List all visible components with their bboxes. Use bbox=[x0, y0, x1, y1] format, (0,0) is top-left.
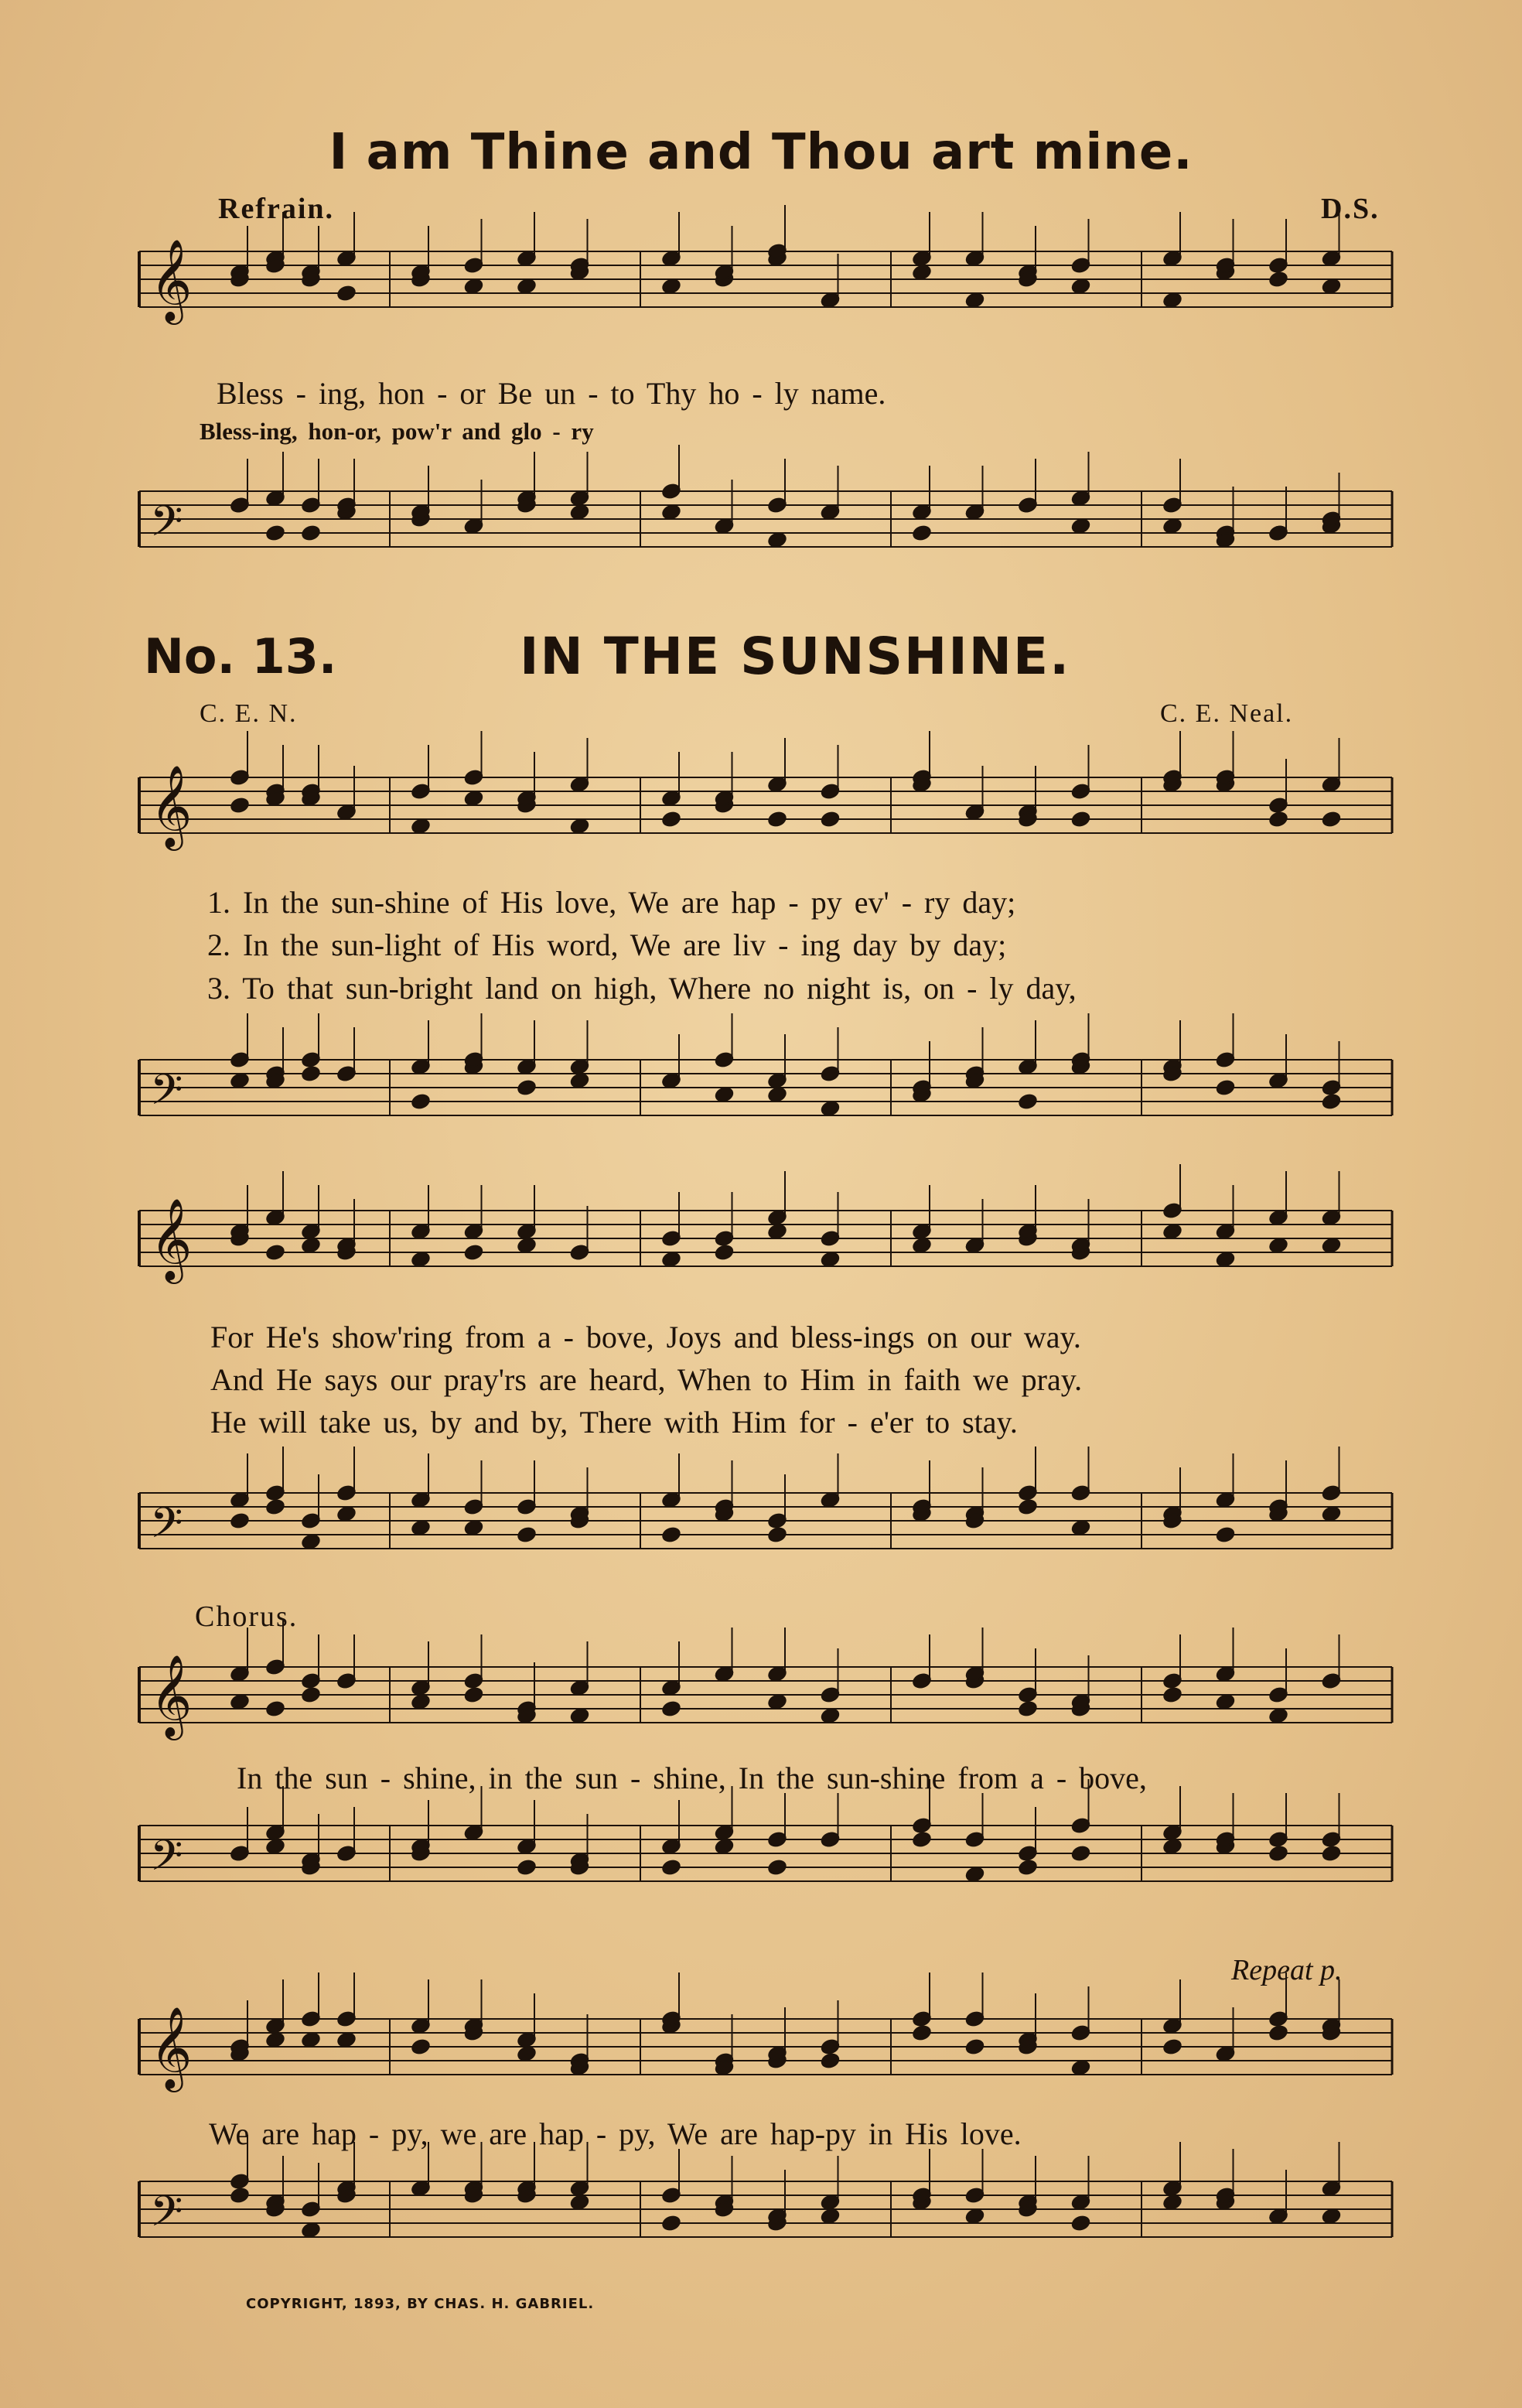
svg-text:𝄞: 𝄞 bbox=[150, 238, 193, 321]
refrain-treble-staff bbox=[139, 236, 1392, 336]
song-number: No. 13. bbox=[144, 628, 337, 685]
song-title: IN THE SUNSHINE. bbox=[520, 627, 1071, 686]
svg-text:𝄢: 𝄢 bbox=[150, 2187, 183, 2246]
refrain-lyric-line-2: Bless-ing, hon-or, pow'r and glo - ry bbox=[200, 418, 594, 445]
chorus-line-1: In the sun - shine, in the sun - shine, In the sun-shine from a - bove, bbox=[237, 1761, 1147, 1795]
hymn-refrain-title: I am Thine and Thou art mine. bbox=[329, 124, 1193, 181]
verse-b-bass-staff bbox=[139, 1477, 1392, 1578]
repeat-mark: Repeat p. bbox=[1231, 1954, 1343, 1986]
ds-mark: D.S. bbox=[1321, 193, 1380, 225]
verse-b-line-1: For He's show'ring from a - bove, Joys and bless-ings on our way. bbox=[210, 1320, 1081, 1354]
svg-text:𝄢: 𝄢 bbox=[150, 1831, 183, 1891]
verse-b-line-3: He will take us, by and by, There with Him for - e'er to stay. bbox=[210, 1405, 1018, 1440]
chorus-label: Chorus. bbox=[195, 1600, 299, 1633]
svg-text:𝄞: 𝄞 bbox=[150, 1197, 193, 1280]
svg-text:𝄞: 𝄞 bbox=[150, 2006, 193, 2089]
verse-a-bass-staff bbox=[139, 1044, 1392, 1145]
svg-text:𝄢: 𝄢 bbox=[150, 1498, 183, 1558]
verse-a-line-3: 3. To that sun-bright land on high, Where no night is, on - ly day, bbox=[207, 971, 1077, 1006]
refrain-lyric-line-1: Bless - ing, hon - or Be un - to Thy ho - ly name. bbox=[217, 376, 886, 411]
chorus-a-bass-staff bbox=[139, 1810, 1392, 1911]
copyright-notice: COPYRIGHT, 1893, BY CHAS. H. GABRIEL. bbox=[246, 2296, 595, 2312]
svg-text:𝄞: 𝄞 bbox=[150, 1654, 193, 1737]
words-by: C. E. N. bbox=[200, 699, 298, 728]
music-by: C. E. Neal. bbox=[1160, 699, 1294, 728]
svg-text:𝄢: 𝄢 bbox=[150, 497, 183, 556]
chorus-a-treble-staff bbox=[139, 1651, 1392, 1752]
chorus-b-treble-staff bbox=[139, 2003, 1392, 2104]
svg-text:𝄢: 𝄢 bbox=[150, 1065, 183, 1125]
verse-a-line-1: 1. In the sun-shine of His love, We are hap - py ev' - ry day; bbox=[207, 885, 1016, 920]
verse-b-treble-staff bbox=[139, 1195, 1392, 1296]
chorus-b-bass-staff bbox=[139, 2166, 1392, 2266]
svg-text:𝄞: 𝄞 bbox=[150, 764, 193, 847]
verse-a-line-2: 2. In the sun-light of His word, We are liv - ing day by day; bbox=[207, 927, 1007, 962]
verse-b-line-2: And He says our pray'rs are heard, When to Him in faith we pray. bbox=[210, 1362, 1083, 1397]
chorus-line-2: We are hap - py, we are hap - py, We are hap-py in His love. bbox=[209, 2116, 1022, 2151]
refrain-bass-staff bbox=[139, 476, 1392, 576]
verse-a-treble-staff bbox=[139, 762, 1392, 862]
refrain-label: Refrain. bbox=[218, 193, 335, 225]
